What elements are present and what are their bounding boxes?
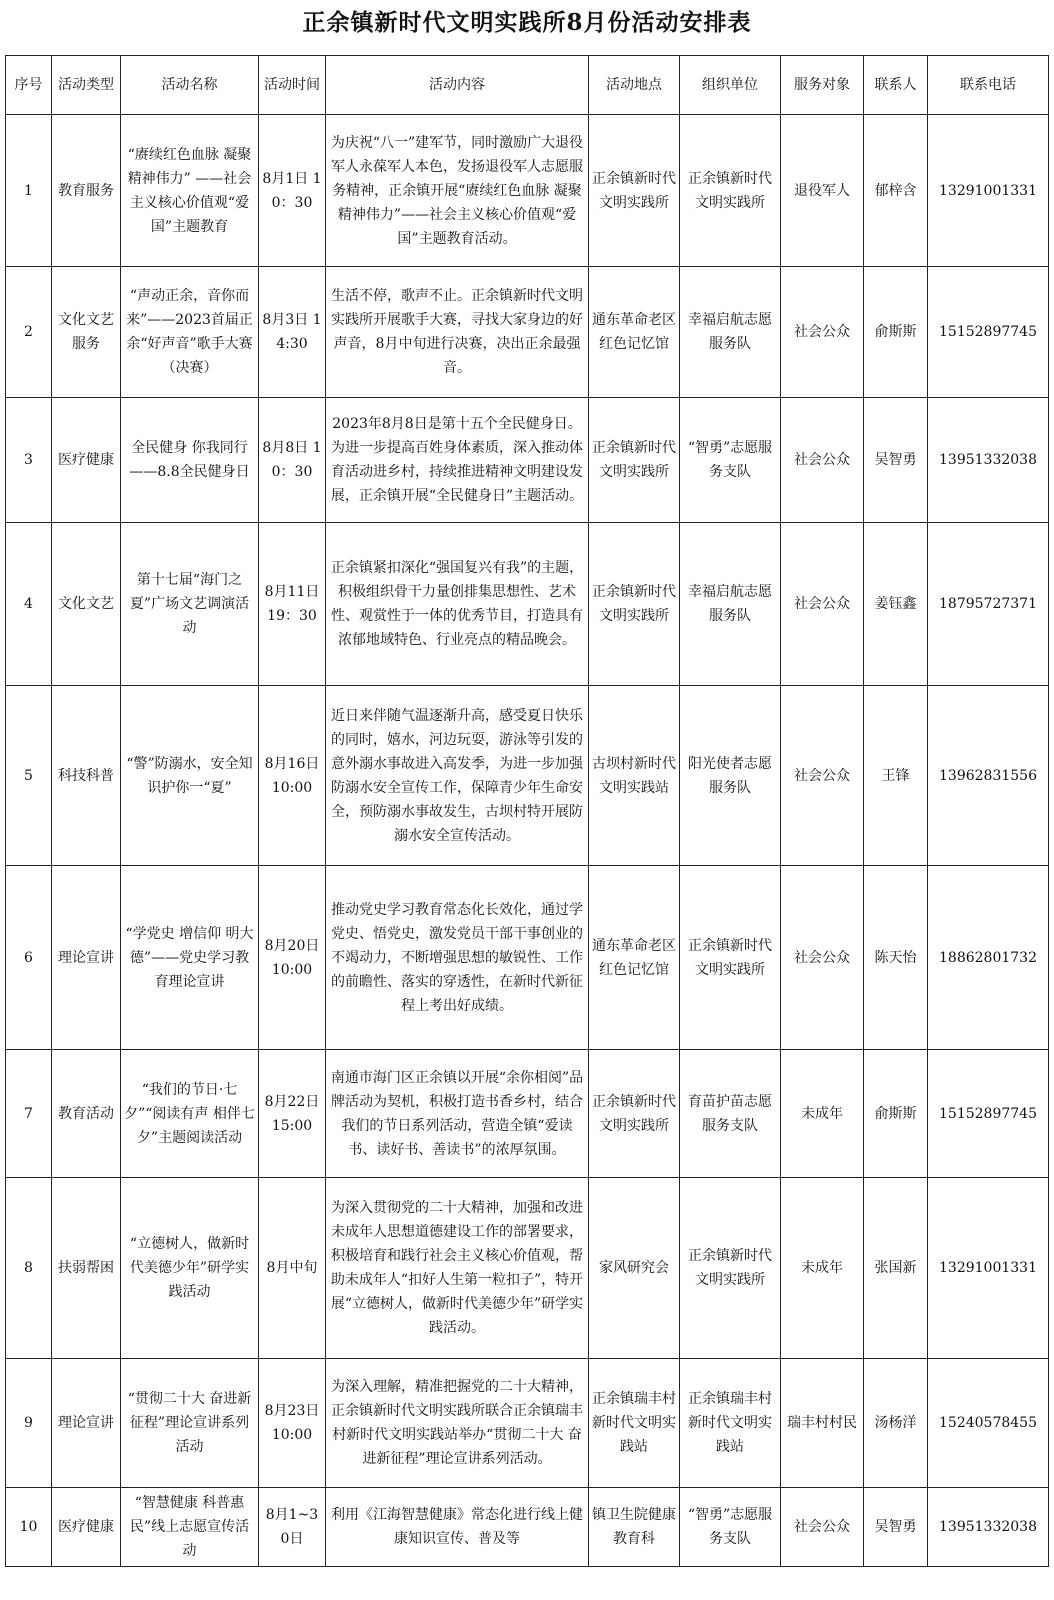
activity-content: 为深入理解，精准把握党的二十大精神，正余镇新时代文明实践所联合正余镇瑞丰村新时代文明实践站举办“贯彻二十大 奋进新征程”理论宣讲系列活动。 [326,1359,589,1488]
header-name: 活动名称 [121,56,259,115]
activity-content: 为深入贯彻党的二十大精神，加强和改进未成年人思想道德建设工作的部署要求，积极培育和践行社会主义核心价值观，帮助未成年人“扣好人生第一粒扣子”，特开展“立德树人，做新时代美德少年”研学实践活动。 [326,1178,589,1359]
service-target: 社会公众 [781,523,864,686]
activity-name: 第十七届“海门之夏”广场文艺调演活动 [121,523,259,686]
contact-person: 张国新 [864,1178,928,1359]
activity-type: 教育活动 [52,1050,121,1178]
service-target: 瑞丰村村民 [781,1359,864,1488]
activity-time: 8月20日 10:00 [259,866,326,1050]
table-row [6,115,1049,267]
header-type: 活动类型 [52,56,121,115]
service-target: 社会公众 [781,1488,864,1567]
row-number: 2 [6,267,52,398]
contact-phone: 13951332038 [928,1488,1049,1567]
organizer: 正余镇新时代文明实践所 [680,866,781,1050]
activity-content: 为庆祝“八一”建军节，同时激励广大退役军人永葆军人本色，发扬退役军人志愿服务精神，正余镇开展“赓续红色血脉 凝聚精神伟力”——社会主义核心价值观“爱国”主题教育活动。 [326,115,589,267]
row-number: 3 [6,398,52,523]
service-target: 社会公众 [781,398,864,523]
organizer: 幸福启航志愿服务队 [680,267,781,398]
row-number: 10 [6,1488,52,1567]
organizer: 正余镇新时代文明实践所 [680,1178,781,1359]
activity-time: 8月22日 15:00 [259,1050,326,1178]
activity-place: 正余镇瑞丰村新时代文明实践站 [589,1359,680,1488]
contact-person: 陈天怡 [864,866,928,1050]
activity-name: “智慧健康 科普惠民”线上志愿宣传活动 [121,1488,259,1567]
activity-time: 8月中旬 [259,1178,326,1359]
contact-phone: 13291001331 [928,115,1049,267]
table-row [6,1050,1049,1178]
contact-person: 郁梓含 [864,115,928,267]
activity-content: 利用《江海智慧健康》常态化进行线上健康知识宣传、普及等 [326,1488,589,1567]
table-row [6,686,1049,866]
activity-time: 8月16日 10:00 [259,686,326,866]
row-number: 1 [6,115,52,267]
activity-place: 镇卫生院健康教育科 [589,1488,680,1567]
contact-phone: 15152897745 [928,1050,1049,1178]
contact-phone: 18862801732 [928,866,1049,1050]
row-number: 6 [6,866,52,1050]
activity-name: “贯彻二十大 奋进新征程”理论宣讲系列活动 [121,1359,259,1488]
service-target: 社会公众 [781,267,864,398]
service-target: 社会公众 [781,686,864,866]
activity-place: 正余镇新时代文明实践所 [589,398,680,523]
contact-person: 吴智勇 [864,398,928,523]
organizer: “智勇”志愿服务支队 [680,398,781,523]
contact-person: 王锋 [864,686,928,866]
header-no: 序号 [6,56,52,115]
activity-name: 全民健身 你我同行——8.8全民健身日 [121,398,259,523]
activity-time: 8月23日 10:00 [259,1359,326,1488]
header-row [6,56,1049,115]
table-row [6,866,1049,1050]
header-place: 活动地点 [589,56,680,115]
organizer: 阳光使者志愿服务队 [680,686,781,866]
service-target: 社会公众 [781,866,864,1050]
activity-name: “我们的节日·七夕”“阅读有声 相伴七夕”主题阅读活动 [121,1050,259,1178]
contact-phone: 15240578455 [928,1359,1049,1488]
header-content: 活动内容 [326,56,589,115]
table-row [6,267,1049,398]
activity-type: 科技科普 [52,686,121,866]
service-target: 退役军人 [781,115,864,267]
activity-place: 家风研究会 [589,1178,680,1359]
table-row [6,1359,1049,1488]
contact-person: 汤杨洋 [864,1359,928,1488]
activity-place: 通东革命老区红色记忆馆 [589,267,680,398]
activity-type: 医疗健康 [52,398,121,523]
activity-name: “赓续红色血脉 凝聚精神伟力” ——社会主义核心价值观“爱国”主题教育 [121,115,259,267]
table-row [6,523,1049,686]
activity-type: 医疗健康 [52,1488,121,1567]
activity-time: 8月11日 19：30 [259,523,326,686]
organizer: 幸福启航志愿服务队 [680,523,781,686]
activity-time: 8月8日 10：30 [259,398,326,523]
page-title: 正余镇新时代文明实践所8月份活动安排表 [302,9,752,36]
activity-type: 理论宣讲 [52,866,121,1050]
header-contact: 联系人 [864,56,928,115]
activity-type: 文化文艺服务 [52,267,121,398]
header-target: 服务对象 [781,56,864,115]
contact-phone: 18795727371 [928,523,1049,686]
row-number: 9 [6,1359,52,1488]
organizer: 育苗护苗志愿服务支队 [680,1050,781,1178]
activity-type: 教育服务 [52,115,121,267]
contact-phone: 15152897745 [928,267,1049,398]
activity-place: 正余镇新时代文明实践所 [589,523,680,686]
activity-time: 8月1~30日 [259,1488,326,1567]
service-target: 未成年 [781,1050,864,1178]
table-row [6,1488,1049,1567]
schedule-table [5,55,1049,1567]
activity-name: “声动正余，音你而来”——2023首届正余“好声音”歌手大赛（决赛） [121,267,259,398]
header-org: 组织单位 [680,56,781,115]
activity-content: 生活不停，歌声不止。正余镇新时代文明实践所开展歌手大赛，寻找大家身边的好声音，8月中旬进行决赛，决出正余最强音。 [326,267,589,398]
activity-place: 正余镇新时代文明实践所 [589,115,680,267]
contact-person: 俞斯斯 [864,1050,928,1178]
contact-phone: 13291001331 [928,1178,1049,1359]
contact-person: 姜钰鑫 [864,523,928,686]
activity-type: 扶弱帮困 [52,1178,121,1359]
activity-name: “学党史 增信仰 明大德”——党史学习教育理论宣讲 [121,866,259,1050]
activity-content: 正余镇紧扣深化“强国复兴有我”的主题，积极组织骨干力量创排集思想性、艺术性、观赏性于一体的优秀节目，打造具有浓郁地域特色、行业亮点的精品晚会。 [326,523,589,686]
activity-time: 8月1日 10：30 [259,115,326,267]
row-number: 7 [6,1050,52,1178]
contact-phone: 13962831556 [928,686,1049,866]
organizer: 正余镇新时代文明实践所 [680,115,781,267]
activity-time: 8月3日 14:30 [259,267,326,398]
activity-name: “警”防溺水，安全知识护你一“夏” [121,686,259,866]
organizer: “智勇”志愿服务支队 [680,1488,781,1567]
contact-person: 俞斯斯 [864,267,928,398]
activity-place: 通东革命老区红色记忆馆 [589,866,680,1050]
header-phone: 联系电话 [928,56,1049,115]
activity-place: 正余镇新时代文明实践所 [589,1050,680,1178]
table-row [6,398,1049,523]
activity-content: 近日来伴随气温逐渐升高，感受夏日快乐的同时，嬉水，河边玩耍，游泳等引发的意外溺水事故进入高发季，为进一步加强防溺水安全宣传工作，保障青少年生命安全，预防溺水事故发生，古坝村特开展防溺水安全宣传活动。 [326,686,589,866]
activity-type: 文化文艺 [52,523,121,686]
activity-content: 南通市海门区正余镇以开展“余你相阅”品牌活动为契机，积极打造书香乡村，结合我们的节日系列活动，营造全镇“爱读书、读好书、善读书”的浓厚氛围。 [326,1050,589,1178]
row-number: 5 [6,686,52,866]
contact-person: 吴智勇 [864,1488,928,1567]
row-number: 8 [6,1178,52,1359]
header-time: 活动时间 [259,56,326,115]
organizer: 正余镇瑞丰村新时代文明实践站 [680,1359,781,1488]
activity-place: 古坝村新时代文明实践站 [589,686,680,866]
activity-type: 理论宣讲 [52,1359,121,1488]
activity-content: 推动党史学习教育常态化长效化，通过学党史、悟党史，激发党员干部干事创业的不竭动力，不断增强思想的敏锐性、工作的前瞻性、落实的穿透性，在新时代新征程上考出好成绩。 [326,866,589,1050]
contact-phone: 13951332038 [928,398,1049,523]
activity-content: 2023年8月8日是第十五个全民健身日。为进一步提高百姓身体素质，深入推动体育活动进乡村，持续推进精神文明建设发展，正余镇开展“全民健身日”主题活动。 [326,398,589,523]
table-row [6,1178,1049,1359]
service-target: 未成年 [781,1178,864,1359]
activity-name: “立德树人，做新时代美德少年”研学实践活动 [121,1178,259,1359]
row-number: 4 [6,523,52,686]
